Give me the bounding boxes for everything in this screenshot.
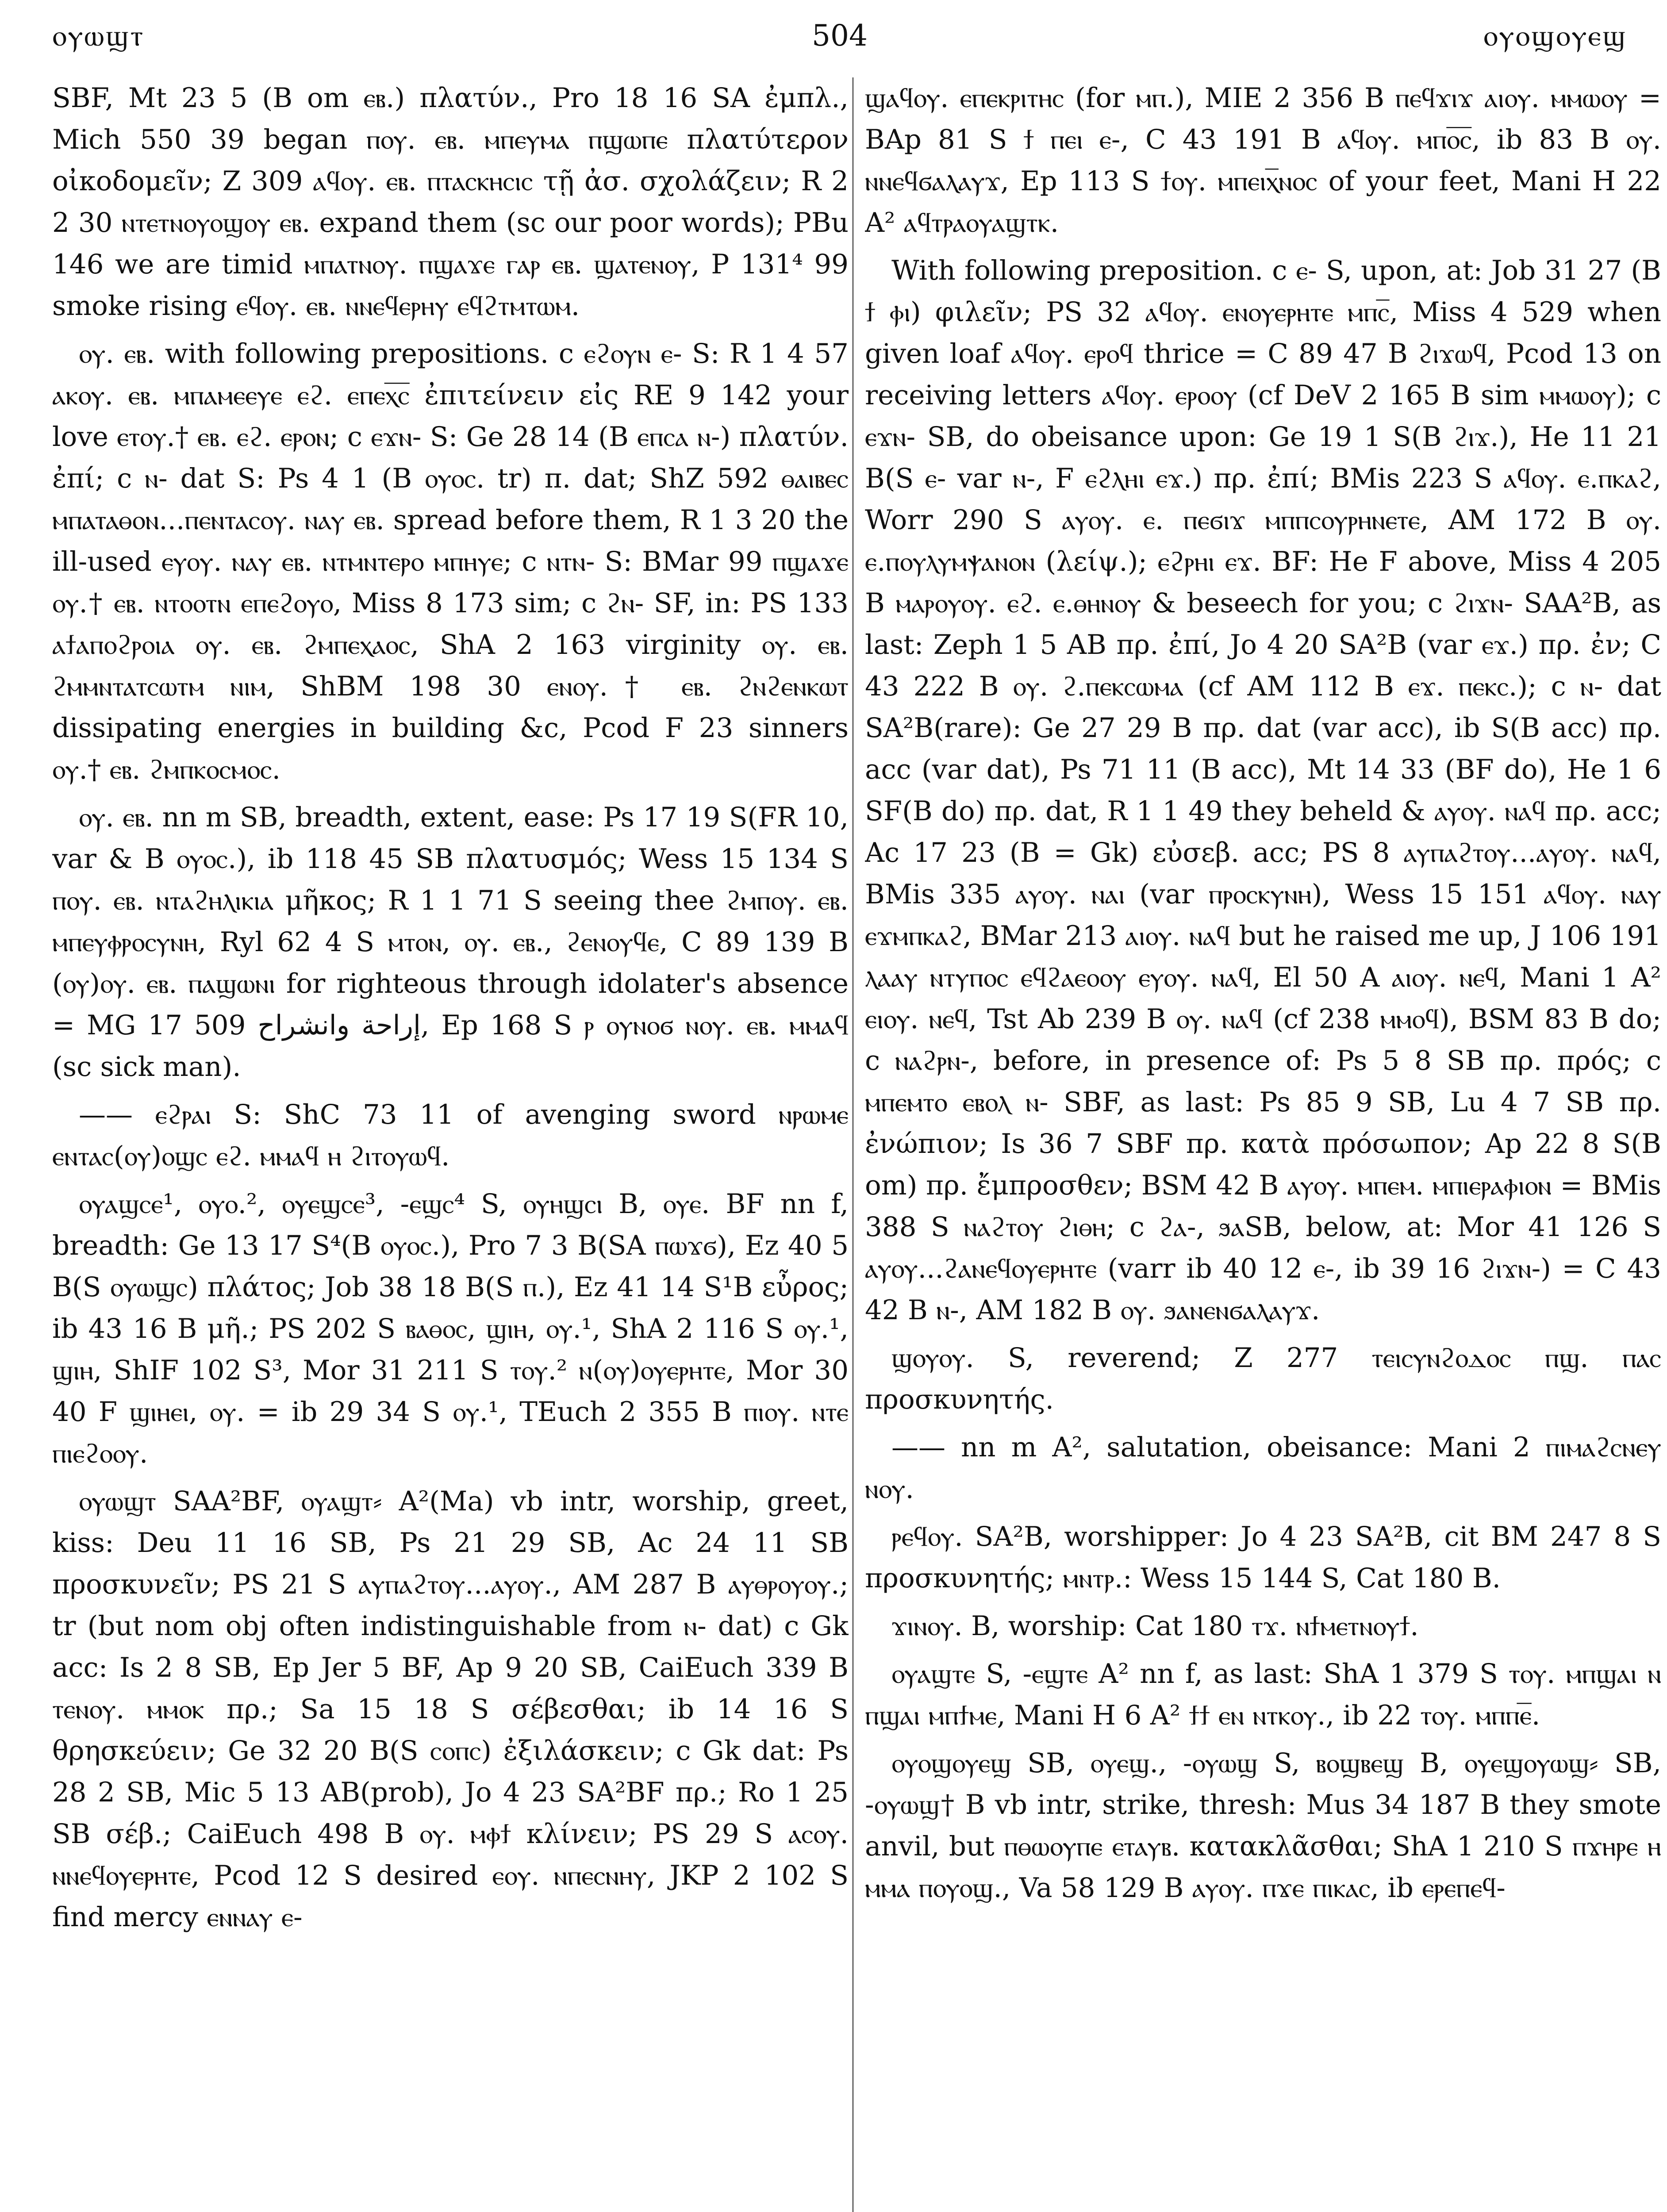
header-right-headword: ⲟⲩⲟϣⲟⲩⲉϣ	[1483, 19, 1627, 53]
entry-headword-paragraph: ⲟⲩⲱϣⲧ SAA²BF, ⲟⲩⲁϣⲧ⸗ A²(Ma) vb intr, worship, greet, kiss: Deu 11 16 SB, Ps 21 29 SB, Ac 24 11 SB προσκυνεῖν; PS 21 S ⲁⲩⲡⲁϩⲧⲟⲩ...ⲁⲩⲟⲩ., AM 287 B ⲁⲩⲑⲣⲟⲩⲟⲩ.; tr (but nom obj often indistinguishable from ⲛ- dat) c Gk acc: Is 2 8 SB, Ep Jer 5 BF, Ap 9 20 SB, CaiEuch 339 B ⲧⲉⲛⲟⲩ. ⲙⲙⲟⲕ πρ.; Sa 15 18 S σέβεσθαι; ib 14 16 S θρησκεύειν; Ge 32 20 B(S ⲥⲟⲡⲥ) ἐξιλάσκειν; c Gk dat: Ps 28 2 SB, Mic 5 13 AB(prob), Jo 4 23 SA²BF πρ.; Ro 1 25 SB σέβ.; CaiEuch 498 B ⲟⲩ. ⲙⲫϯ κλίνειν; PS 29 S ⲁⲥⲟⲩ. ⲛⲛⲉϥⲟⲩⲉⲣⲏⲧⲉ, Pcod 12 S desired ⲉⲟⲩ. ⲛⲡⲉⲥⲛⲏⲩ, JKP 2 102 S find mercy ⲉⲛⲛⲁⲩ ⲉ-	[52, 1486, 849, 1933]
entry-paragraph: ϣⲁϥⲟⲩ. ⲉⲡⲉⲕⲣⲓⲧⲏⲥ (for ⲙⲡ.), MIE 2 356 B ⲡⲉϥϫⲓϫ ⲁⲓⲟⲩ. ⲙⲙⲱⲟⲩ = BAp 81 S ϯ ⲡⲉⲓ ⲉ-, C 43 191 B ⲁϥⲟⲩ. ⲙⲡⲟ̅ⲥ̅, ib 83 B ⲟⲩ. ⲛⲛⲉϥϭⲁⲗⲁⲩϫ, Ep 113 S ϯⲟⲩ. ⲙⲡⲉⲓⲭ̅ⲛⲟⲥ of your feet, Mani H 22 A² ⲁϥⲧⲣⲁⲟⲩⲁϣⲧⲕ.	[865, 82, 1661, 238]
right-column	[865, 77, 1661, 2212]
entry-paragraph: ϫⲓⲛⲟⲩ. B, worship: Cat 180 ⲧϫ. ⲛϯⲙⲉⲧⲛⲟⲩϯ.	[891, 1610, 1419, 1642]
left-column	[52, 77, 849, 2212]
entry-paragraph: —— nn m A², salutation, obeisance: Mani 2 ⲡⲓⲙⲁϩⲥⲛⲉⲩ ⲛⲟⲩ.	[865, 1432, 1661, 1505]
header-left-headword: ⲟⲩⲱϣⲧ	[52, 19, 145, 53]
page-number: 504	[812, 19, 868, 53]
entry-paragraph: ⲟⲩ. ⲉⲃ. nn m SB, breadth, extent, ease: Ps 17 19 S(FR 10, var & B ⲟⲩⲟⲥ.), ib 118 45 SB πλατυσμός; Wess 15 134 S ⲡⲟⲩ. ⲉⲃ. ⲛⲧⲁϩⲏⲗⲓⲕⲓⲁ μῆκος; R 1 1 71 S seeing thee ϩⲙⲡⲟⲩ. ⲉⲃ. ⲙⲡⲉⲩⲫⲣⲟⲥⲩⲛⲏ, Ryl 62 4 S ⲙⲧⲟⲛ, ⲟⲩ. ⲉⲃ., ϩⲉⲛⲟⲩϥⲉ, C 89 139 B (ⲟⲩ)ⲟⲩ. ⲉⲃ. ⲡⲁϣⲱⲛⲓ for righteous through idolater's absence = MG 17 509 إراحة وانشراح, Ep 168 S ⲣ ⲟⲩⲛⲟϭ ⲛⲟⲩ. ⲉⲃ. ⲙⲙⲁϥ (sc sick man).	[52, 802, 849, 1083]
entry-paragraph: With following preposition. c ⲉ- S, upon, at: Job 31 27 (B ϯ ⲫⲓ) φιλεῖν; PS 32 ⲁϥⲟⲩ. ⲉⲛⲟⲩⲉⲣⲏⲧⲉ ⲙⲡⲥ̅, Miss 4 529 when given loaf ⲁϥⲟⲩ. ⲉⲣⲟϥ thrice = C 89 47 B ϩⲓϫⲱϥ, Pcod 13 on receiving letters ⲁϥⲟⲩ. ⲉⲣⲟⲟⲩ (cf DeV 2 165 B sim ⲙⲙⲱⲟⲩ); c ⲉϫⲛ- SB, do obeisance upon: Ge 19 1 S(B ϩⲓϫ.), He 11 21 B(S ⲉ- var ⲛ-, F ⲉϩⲗⲏⲓ ⲉϫ.) πρ. ἐπί; BMis 223 S ⲁϥⲟⲩ. ⲉ.ⲡⲕⲁϩ, Worr 290 S ⲁⲩⲟⲩ. ⲉ. ⲡⲉϭⲓϫ ⲙⲡⲡⲥⲟⲩⲣⲏⲛⲉⲧⲉ, AM 172 B ⲟⲩ. ⲉ.ⲡⲟⲩⲗⲩⲙⲯⲁⲛⲟⲛ (λείψ.); ⲉϩⲣⲏⲓ ⲉϫ. BF: He F above, Miss 4 205 B ⲙⲁⲣⲟⲩⲟⲩ. ⲉϩ. ⲉ.ⲑⲏⲛⲟⲩ & beseech for you; c ϩⲓϫⲛ- SAA²B, as last: Zeph 1 5 AB πρ. ἐπί, Jo 4 20 SA²B (var ⲉϫ.) πρ. ἐν; C 43 222 B ⲟⲩ. ϩ.ⲡⲉⲕⲥⲱⲙⲁ (cf AM 112 B ⲉϫ. ⲡⲉⲕⲥ.); c ⲛ- dat SA²B(rare): Ge 27 29 B πρ. dat (var acc), ib S(B acc) πρ. acc (var dat), Ps 71 11 (B acc), Mt 14 33 (BF do), He 1 6 SF(B do) πρ. dat, R 1 1 49 they beheld & ⲁⲩⲟⲩ. ⲛⲁϥ πρ. acc; Ac 17 23 (B = Gk) εὐσεβ. acc; PS 8 ⲁⲩⲡⲁϩⲧⲟⲩ...ⲁⲩⲟⲩ. ⲛⲁϥ, BMis 335 ⲁⲩⲟⲩ. ⲛⲁⲓ (var ⲡⲣⲟⲥⲕⲩⲛⲏ), Wess 15 151 ⲁϥⲟⲩ. ⲛⲁⲩ ⲉϫⲙⲡⲕⲁϩ, BMar 213 ⲁⲓⲟⲩ. ⲛⲁϥ but he raised me up, J 106 191 ⲗⲁⲁⲩ ⲛⲧⲩⲡⲟⲥ ⲉϥϩⲁⲉⲟⲟⲩ ⲉⲩⲟⲩ. ⲛⲁϥ, El 50 A ⲁⲓⲟⲩ. ⲛⲉϥ, Mani 1 A² ⲉⲓⲟⲩ. ⲛⲉϥ, Tst Ab 239 B ⲟⲩ. ⲛⲁϥ (cf 238 ⲙⲙⲟϥ), BSM 83 B do; c ⲛⲁϩⲣⲛ-, before, in presence of: Ps 5 8 SB πρ. πρός; c ⲙⲡⲉⲙⲧⲟ ⲉⲃⲟⲗ ⲛ- SBF, as last: Ps 85 9 SB, Lu 4 7 SB πρ. ἐνώπιον; Is 36 7 SBF πρ. κατὰ πρόσωπον; Ap 22 8 S(B om) πρ. ἔμπροσθεν; BSM 42 B ⲁⲩⲟⲩ. ⲙⲡⲉⲙ. ⲙⲡⲓⲉⲣⲁⲫⲓⲟⲛ = BMis 388 S ⲛⲁϩⲧⲟⲩ ϩⲓⲑⲏ; c ϩⲁ-, ϧⲁSB, below, at: Mor 41 126 S ⲁⲩⲟⲩ...ϩⲁⲛⲉϥⲟⲩⲉⲣⲏⲧⲉ (varr ib 40 12 ⲉ-, ib 39 16 ϩⲓϫⲛ-) = C 43 42 B ⲛ-, AM 182 B ⲟⲩ. ϧⲁⲛⲉⲛϭⲁⲗⲁⲩϫ.	[865, 255, 1661, 1326]
entry-paragraph: ⲟⲩⲁϣⲧⲉ S, -ⲉϣⲧⲉ A² nn f, as last: ShA 1 379 S ⲧⲟⲩ. ⲙⲡϣⲁⲓ ⲛ ⲡϣⲁⲓ ⲙⲡϯⲙⲉ, Mani H 6 A² ϯϯ ⲉⲛ ⲛⲧⲕⲟⲩ., ib 22 ⲧⲟⲩ. ⲙⲡⲡⲉ̅.	[865, 1658, 1661, 1731]
entry-paragraph: ⲟⲩ. ⲉⲃ. with following prepositions. c ⲉϩⲟⲩⲛ ⲉ- S: R 1 4 57 ⲁⲕⲟⲩ. ⲉⲃ. ⲙⲡⲁⲙⲉⲉⲩⲉ ⲉϩ. ⲉⲡⲉⲭ̅ⲥ̅ ἐπιτείνειν εἰς RE 9 142 your love ⲉⲧⲟⲩ.† ⲉⲃ. ⲉϩ. ⲉⲣⲟⲛ; c ⲉϫⲛ- S: Ge 28 14 (B ⲉⲡⲥⲁ ⲛ-) πλατύν. ἐπί; c ⲛ- dat S: Ps 4 1 (B ⲟⲩⲟⲥ. tr) π. dat; ShZ 592 ⲑⲁⲓⲃⲉⲥ ⲙⲡⲁⲧⲁⲑⲟⲛ...ⲡⲉⲛⲧⲁⲥⲟⲩ. ⲛⲁⲩ ⲉⲃ. spread before them, R 1 3 20 the ill-used ⲉⲩⲟⲩ. ⲛⲁⲩ ⲉⲃ. ⲛⲧⲙⲛⲧⲉⲣⲟ ⲙⲡⲏⲩⲉ; c ⲛⲧⲛ- S: BMar 99 ⲡϣⲁϫⲉ ⲟⲩ.† ⲉⲃ. ⲛⲧⲟⲟⲧⲛ ⲉⲡⲉϩⲟⲩⲟ, Miss 8 173 sim; c ϩⲛ- SF, in: PS 133 ⲁϯⲁⲡⲟϩⲣⲟⲓⲁ ⲟⲩ. ⲉⲃ. ϩⲙⲡⲉⲭⲁⲟⲥ, ShA 2 163 virginity ⲟⲩ. ⲉⲃ. ϩⲙⲙⲛⲧⲁⲧⲥⲱⲧⲙ ⲛⲓⲙ, ShBM 198 30 ⲉⲛⲟⲩ.† ⲉⲃ. ϩⲛϩⲉⲛⲕⲱⲧ dissipating energies in building &c, Pcod F 23 sinners ⲟⲩ.† ⲉⲃ. ϩⲙⲡⲕⲟⲥⲙⲟⲥ.	[52, 338, 849, 785]
entry-paragraph: ⲣⲉϥⲟⲩ. SA²B, worshipper: Jo 4 23 SA²B, cit BM 247 8 S προσκυνητής; ⲙⲛⲧⲣ.: Wess 15 144 S, Cat 180 B.	[865, 1521, 1661, 1594]
running-header	[52, 16, 1627, 69]
entry-paragraph: —— ⲉϩⲣⲁⲓ S: ShC 73 11 of avenging sword ⲛⲣⲱⲙⲉ ⲉⲛⲧⲁⲥ(ⲟⲩ)ⲟϣⲥ ⲉϩ. ⲙⲙⲁϥ ⲏ ϩⲓⲧⲟⲩⲱϥ.	[52, 1099, 849, 1172]
entry-paragraph: SBF, Mt 23 5 (B om ⲉⲃ.) πλατύν., Pro 18 16 SA ἐμπλ., Mich 550 39 began ⲡⲟⲩ. ⲉⲃ. ⲙⲡⲉⲩⲙⲁ ⲡϣⲱⲡⲉ πλατύτερον οἰκοδομεῖν; Z 309 ⲁϥⲟⲩ. ⲉⲃ. ⲡⲧⲁⲥⲕⲏⲥⲓⲥ τῇ ἀσ. σχολάζειν; R 2 2 30 ⲛⲧⲉⲧⲛⲟⲩⲟϣⲟⲩ ⲉⲃ. expand them (sc our poor words); PBu 146 we are timid ⲙⲡⲁⲧⲛⲟⲩ. ⲡϣⲁϫⲉ ⲅⲁⲣ ⲉⲃ. ϣⲁⲧⲉⲛⲟⲩ, P 131⁴ 99 smoke rising ⲉϥⲟⲩ. ⲉⲃ. ⲛⲛⲉϥⲉⲣⲏⲩ ⲉϥϩⲧⲙⲧⲱⲙ.	[52, 82, 849, 322]
entry-headword-paragraph: ⲟⲩⲟϣⲟⲩⲉϣ SB, ⲟⲩⲉϣ., -ⲟⲩⲱϣ S, ⲃⲟϣⲃⲉϣ B, ⲟⲩⲉϣⲟⲩⲱϣ⸗ SB, -ⲟⲩⲱϣ† B vb intr, strike, thresh: Mus 34 187 B they smote anvil, but ⲡⲑⲱⲟⲩⲡⲉ ⲉⲧⲁⲩⲃ. κατακλᾶσθαι; ShA 1 210 S ⲡϫⲏⲣⲉ ⲏ ⲙⲙⲁ ⲡⲟⲩⲟϣ., Va 58 129 B ⲁⲩⲟⲩ. ⲡϫⲉ ⲡⲓⲕⲁⲥ, ib ⲉⲣⲉⲡⲉϥ-	[865, 1747, 1661, 1904]
entry-paragraph: ϣⲟⲩⲟⲩ. S, reverend; Z 277 ⲧⲉⲓⲥⲩⲛϩⲟⲇⲟⲥ ⲡϣ. ⲡⲁⲥ προσκυνητής.	[865, 1342, 1661, 1415]
entry-paragraph: ⲟⲩⲁϣⲥⲉ¹, ⲟⲩⲟ.², ⲟⲩⲉϣⲥⲉ³, -ⲉϣⲥ⁴ S, ⲟⲩⲏϣⲥⲓ B, ⲟⲩⲉ. BF nn f, breadth: Ge 13 17 S⁴(B ⲟⲩⲟⲥ.), Pro 7 3 B(SA ⲡⲱϫϭ), Ez 40 5 B(S ⲟⲩⲱϣⲥ) πλάτος; Job 38 18 B(S ⲡ.), Ez 41 14 S¹B εὖρος; ib 43 16 B μῆ.; PS 202 S ⲃⲁⲑⲟⲥ, ϣⲓⲏ, ⲟⲩ.¹, ShA 2 116 S ⲟⲩ.¹, ϣⲓⲏ, ShIF 102 S³, Mor 31 211 S ⲧⲟⲩ.² ⲛ(ⲟⲩ)ⲟⲩⲉⲣⲏⲧⲉ, Mor 30 40 F ϣⲓⲏⲉⲓ, ⲟⲩ. = ib 29 34 S ⲟⲩ.¹, TEuch 2 355 B ⲡⲓⲟⲩ. ⲛⲧⲉ ⲡⲓⲉϩⲟⲟⲩ.	[52, 1188, 849, 1469]
